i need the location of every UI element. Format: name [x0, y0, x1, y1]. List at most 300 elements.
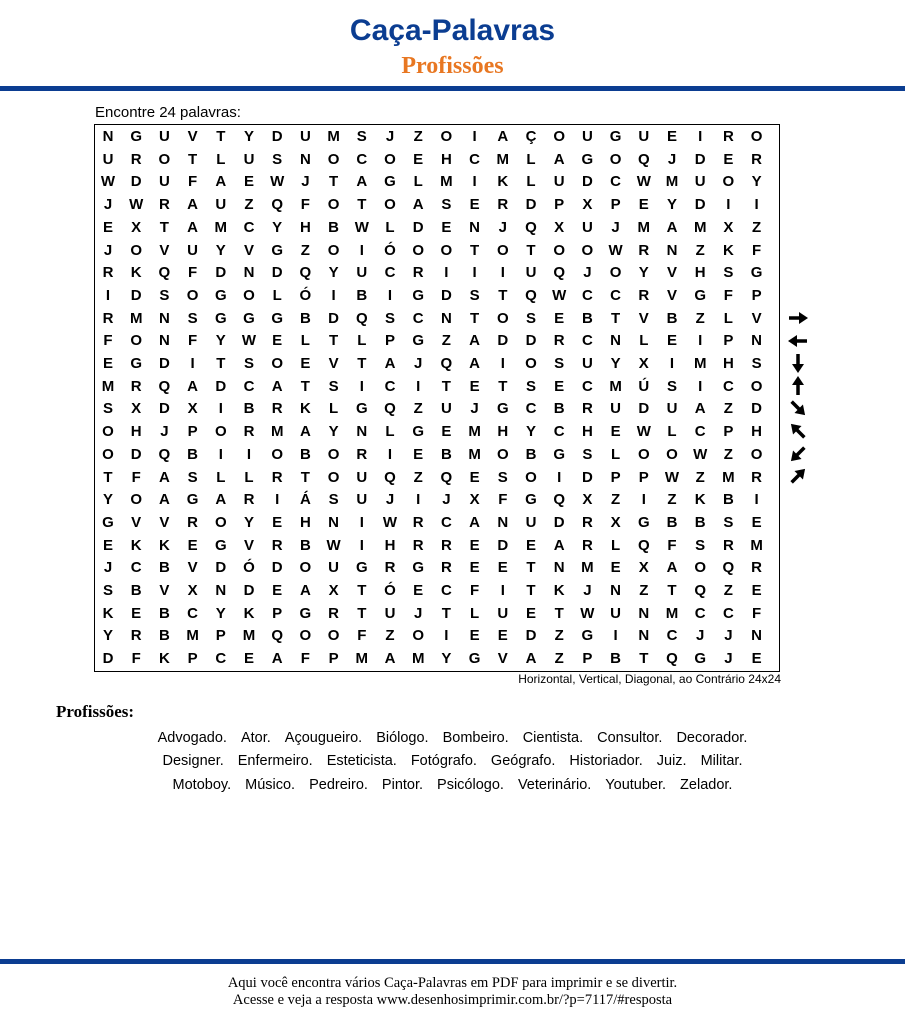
grid-letter: A	[525, 650, 537, 668]
grid-letter: L	[413, 173, 423, 191]
grid-letter: Z	[667, 491, 677, 509]
grid-letter: U	[638, 128, 650, 145]
grid-letter: Q	[158, 445, 171, 463]
grid-letter: N	[102, 128, 114, 145]
grid-letter: L	[667, 423, 677, 441]
grid-letter: S	[751, 355, 762, 372]
grid-letter: D	[130, 286, 142, 304]
header-divider	[0, 86, 905, 91]
grid-letter: I	[472, 128, 477, 145]
arrow-up-icon	[786, 374, 810, 398]
grid-letter: O	[581, 241, 594, 259]
grid-letter: J	[103, 559, 113, 577]
grid-letter: R	[412, 536, 424, 554]
grid-letter: S	[695, 536, 706, 554]
grid-letter: T	[441, 604, 451, 622]
footer-link-text: Acesse e veja a resposta www.desenhosimprimir.com.br/?p=7117/#resposta	[232, 992, 673, 1008]
grid-letter: J	[301, 173, 310, 191]
grid-letter: C	[130, 559, 142, 577]
grid-letter: E	[272, 332, 283, 350]
grid-letter: L	[385, 423, 395, 441]
grid-letter: X	[131, 400, 142, 418]
grid-letter: T	[300, 468, 310, 486]
grid-letter: B	[299, 536, 311, 554]
grid-letter: G	[355, 400, 368, 418]
grid-letter: D	[638, 400, 650, 418]
grid-letter: B	[553, 400, 565, 418]
grid-letter: S	[243, 355, 254, 372]
grid-letter: X	[638, 355, 649, 372]
grid-letter: I	[472, 173, 477, 191]
grid-letter: H	[440, 150, 452, 168]
grid-letter: D	[130, 445, 142, 463]
grid-letter: R	[751, 468, 763, 486]
grid-letter: E	[497, 627, 508, 645]
grid-letter: D	[271, 559, 283, 577]
grid-letter: R	[130, 377, 142, 395]
grid-letter: V	[243, 536, 254, 554]
grid-letter: Ó	[384, 241, 396, 259]
grid-letter: G	[271, 241, 284, 259]
grid-letter: I	[387, 445, 393, 463]
grid-letter: O	[214, 513, 227, 531]
word-item: Açougueiro.	[284, 730, 363, 746]
grid-letter: C	[384, 264, 396, 282]
grid-letter: D	[271, 264, 283, 282]
grid-letter: I	[387, 286, 393, 304]
grid-letter: H	[299, 218, 311, 236]
grid-letter: Á	[299, 491, 311, 509]
grid-letter: T	[329, 332, 339, 350]
grid-letter: D	[497, 536, 509, 554]
grid-letter: E	[300, 355, 311, 372]
grid-letter: R	[751, 559, 763, 577]
grid-letter: W	[382, 513, 398, 531]
arrow-down-left-icon	[786, 442, 810, 466]
grid-letter: J	[696, 627, 705, 645]
grid-letter: J	[611, 218, 620, 236]
grid-letter: W	[129, 196, 144, 214]
grid-letter: J	[498, 218, 507, 236]
grid-letter: Q	[440, 355, 453, 372]
grid-letter: R	[271, 400, 283, 418]
grid-letter: B	[158, 627, 170, 645]
grid-letter: N	[751, 627, 763, 645]
grid-letter: S	[187, 309, 198, 327]
grid-letter: Q	[440, 468, 453, 486]
grid-letter: V	[159, 241, 170, 259]
grid-letter: F	[300, 196, 310, 214]
grid-letter: M	[468, 445, 481, 463]
grid-letter: J	[724, 650, 733, 668]
grid-letter: A	[215, 173, 227, 191]
grid-letter: G	[271, 309, 284, 327]
grid-letter: Z	[695, 468, 705, 486]
grid-letter: W	[693, 445, 708, 463]
grid-letter: M	[750, 536, 763, 554]
grid-letter: G	[694, 286, 707, 304]
grid-letter: O	[327, 196, 340, 214]
grid-letter: T	[357, 604, 367, 622]
grid-letter: S	[525, 309, 536, 327]
word-item: Fotógrafo.	[410, 753, 477, 769]
grid-letter: O	[694, 559, 707, 577]
grid-letter: R	[130, 627, 142, 645]
grid-letter: I	[105, 286, 111, 304]
grid-letter: L	[357, 332, 367, 350]
grid-letter: J	[385, 491, 395, 509]
grid-letter: E	[102, 218, 113, 236]
grid-letter: A	[384, 355, 396, 372]
grid-letter: Q	[553, 264, 566, 282]
grid-letter: J	[667, 150, 677, 168]
grid-letter: Z	[752, 218, 762, 236]
grid-letter: Q	[384, 400, 396, 418]
grid-letter: H	[384, 536, 396, 554]
grid-letter: P	[610, 468, 621, 486]
grid-letter: B	[299, 445, 311, 463]
grid-letter: X	[187, 582, 198, 599]
grid-letter: E	[469, 468, 480, 486]
grid-letter: M	[411, 650, 425, 668]
grid-letter: P	[187, 423, 198, 441]
grid-letter: C	[581, 286, 593, 304]
grid-letter: E	[610, 559, 621, 577]
grid-letter: D	[525, 627, 537, 645]
grid-letter: D	[158, 400, 170, 418]
grid-letter: Q	[637, 536, 650, 554]
grid-letter: R	[722, 128, 734, 145]
grid-letter: R	[638, 241, 650, 259]
grid-letter: S	[525, 377, 536, 395]
grid-letter: F	[300, 650, 310, 668]
grid-letter: G	[412, 332, 425, 350]
grid-letter: P	[328, 650, 339, 668]
arrow-up-left-icon	[786, 419, 810, 443]
grid-letter: M	[101, 377, 115, 395]
grid-letter: M	[693, 218, 707, 236]
grid-letter: R	[412, 264, 424, 282]
grid-letter: S	[272, 150, 283, 168]
grid-letter: I	[218, 445, 223, 463]
grid-letter: D	[694, 196, 706, 214]
grid-letter: N	[158, 332, 170, 350]
grid-letter: F	[131, 468, 141, 486]
grid-letter: S	[723, 264, 734, 282]
grid-letter: B	[158, 604, 170, 622]
grid-letter: C	[694, 423, 706, 441]
grid-letter: Z	[413, 128, 423, 145]
grid-letter: T	[216, 128, 226, 145]
grid-letter: L	[216, 468, 226, 486]
grid-letter: A	[187, 377, 199, 395]
grid-letter: D	[215, 377, 227, 395]
grid-letter: R	[440, 559, 452, 577]
grid-letter: S	[102, 582, 113, 599]
grid-letter: E	[131, 604, 142, 622]
grid-letter: R	[243, 491, 255, 509]
word-item: Militar.	[700, 753, 743, 769]
grid-letter: O	[327, 627, 340, 645]
grid-letter: Z	[413, 400, 423, 418]
grid-letter: F	[470, 582, 480, 599]
grid-letter: O	[553, 241, 566, 259]
grid-letter: Z	[723, 445, 733, 463]
grid-letter: Y	[525, 423, 536, 441]
grid-letter: Y	[102, 627, 113, 645]
grid-letter: I	[359, 513, 364, 531]
grid-letter: C	[581, 332, 593, 350]
grid-letter: T	[639, 650, 649, 668]
grid-letter: E	[469, 627, 480, 645]
grid-letter: O	[496, 241, 509, 259]
grid-letter: O	[271, 445, 284, 463]
grid-letter: Z	[695, 309, 705, 327]
grid-letter: O	[525, 355, 537, 372]
grid-letter: Z	[385, 627, 395, 645]
word-item: Psicólogo.	[437, 777, 504, 793]
grid-letter: M	[129, 309, 143, 327]
grid-letter: A	[299, 423, 311, 441]
grid-letter: R	[581, 536, 593, 554]
grid-letter: U	[158, 173, 170, 191]
grid-letter: S	[666, 377, 677, 395]
word-item: Veterinário.	[517, 777, 592, 793]
grid-letter: L	[244, 468, 254, 486]
grid-letter: A	[553, 536, 565, 554]
grid-letter: G	[186, 491, 199, 509]
grid-letter: E	[469, 196, 480, 214]
grid-letter: F	[188, 173, 198, 191]
grid-letter: O	[750, 128, 763, 145]
grid-letter: M	[270, 423, 284, 441]
grid-letter: A	[271, 377, 283, 395]
grid-letter: E	[469, 536, 480, 554]
grid-letter: E	[102, 355, 113, 372]
grid-letter: C	[722, 604, 734, 622]
grid-letter: I	[754, 491, 759, 509]
grid-letter: Y	[328, 264, 339, 282]
grid-letter: J	[442, 491, 451, 509]
grid-letter: W	[636, 173, 651, 191]
grid-letter: B	[722, 491, 734, 509]
grid-letter: I	[698, 128, 703, 145]
grid-letter: E	[243, 650, 254, 668]
grid-letter: D	[525, 196, 537, 214]
grid-letter: B	[610, 650, 622, 668]
grid-letter: S	[356, 128, 367, 145]
grid-letter: F	[752, 241, 762, 259]
grid-letter: M	[693, 355, 707, 372]
grid-letter: U	[158, 128, 170, 145]
grid-letter: E	[413, 445, 424, 463]
grid-letter: M	[581, 559, 594, 577]
grid-letter: O	[609, 264, 622, 282]
page-subtitle: Profissões	[401, 53, 504, 79]
grid-letter: G	[609, 128, 622, 145]
grid-letter: O	[271, 355, 284, 372]
grid-letter: T	[357, 582, 367, 599]
grid-letter: U	[356, 468, 368, 486]
grid-letter: A	[187, 218, 199, 236]
grid-letter: D	[497, 332, 509, 350]
grid-letter: Z	[441, 332, 451, 350]
grid-letter: Ç	[525, 128, 537, 145]
grid-letter: U	[666, 400, 678, 418]
grid-letter: A	[469, 513, 481, 531]
grid-letter: M	[468, 423, 481, 441]
word-list-row	[60, 777, 845, 793]
grid-letter: C	[525, 400, 537, 418]
grid-letter: K	[102, 604, 114, 622]
grid-letter: O	[327, 468, 340, 486]
arrow-right-icon	[786, 306, 810, 330]
grid-letter: A	[215, 491, 227, 509]
grid-letter: E	[638, 196, 649, 214]
grid-letter: M	[186, 627, 199, 645]
grid-letter: E	[441, 423, 452, 441]
grid-letter: B	[299, 309, 311, 327]
grid-letter: B	[187, 445, 199, 463]
grid-letter: P	[554, 196, 565, 214]
grid-letter: N	[497, 513, 509, 531]
footer-text: Aqui você encontra vários Caça-Palavras em PDF para imprimir e se divertir.	[227, 975, 678, 991]
grid-letter: H	[581, 423, 593, 441]
grid-letter: Q	[525, 286, 537, 304]
grid-letter: O	[130, 241, 143, 259]
grid-letter: W	[580, 604, 595, 622]
grid-letter: C	[722, 377, 734, 395]
grid-letter: R	[130, 150, 142, 168]
grid-letter: J	[470, 400, 479, 418]
grid-letter: I	[500, 582, 505, 599]
grid-letter: E	[441, 218, 452, 236]
grid-letter: V	[666, 286, 677, 304]
grid-letter: F	[103, 332, 113, 350]
grid-letter: X	[582, 196, 593, 214]
grid-letter: I	[726, 196, 731, 214]
grid-letter: M	[440, 173, 453, 191]
grid-letter: R	[581, 400, 593, 418]
grid-letter: S	[328, 491, 339, 509]
grid-letter: H	[299, 513, 311, 531]
grid-letter: Y	[610, 355, 621, 372]
grid-letter: Q	[525, 218, 537, 236]
grid-letter: B	[525, 445, 537, 463]
grid-letter: O	[243, 286, 255, 304]
grid-letter: D	[751, 400, 763, 418]
grid-letter: D	[130, 173, 142, 191]
grid-letter: N	[469, 218, 481, 236]
grid-letter: X	[582, 491, 593, 509]
grid-letter: L	[216, 150, 226, 168]
grid-letter: B	[328, 218, 340, 236]
grid-letter: S	[102, 400, 113, 418]
grid-letter: Y	[751, 173, 762, 191]
grid-letter: C	[243, 218, 255, 236]
grid-letter: V	[497, 650, 508, 668]
grid-letter: U	[610, 400, 622, 418]
grid-letter: U	[299, 128, 311, 145]
grid-letter: Z	[723, 400, 733, 418]
grid-letter: A	[694, 400, 706, 418]
grid-letter: E	[610, 423, 621, 441]
grid-letter: B	[243, 400, 255, 418]
grid-letter: Z	[554, 650, 564, 668]
grid-letter: L	[639, 332, 649, 350]
grid-letter: C	[440, 582, 452, 599]
grid-letter: E	[272, 513, 283, 531]
grid-letter: A	[158, 491, 170, 509]
grid-letter: O	[525, 468, 537, 486]
grid-letter: N	[610, 582, 622, 599]
grid-letter: R	[553, 332, 565, 350]
grid-letter: U	[384, 604, 396, 622]
grid-letter: Ó	[243, 559, 255, 577]
grid-letter: Q	[299, 264, 312, 282]
arrow-up-right-icon	[786, 464, 810, 488]
grid-letter: I	[698, 332, 703, 350]
grid-letter: U	[581, 218, 593, 236]
word-item: Esteticista.	[326, 753, 397, 769]
grid-letter: I	[698, 377, 703, 395]
grid-letter: W	[552, 286, 567, 304]
grid-letter: S	[441, 196, 452, 214]
grid-letter: D	[158, 355, 170, 372]
grid-letter: G	[525, 491, 537, 509]
grid-letter: G	[468, 650, 481, 668]
grid-letter: T	[329, 173, 339, 191]
grid-letter: F	[357, 627, 367, 645]
grid-letter: C	[187, 604, 199, 622]
grid-letter: L	[526, 173, 536, 191]
grid-letter: S	[554, 355, 565, 372]
grid-letter: O	[750, 377, 763, 395]
grid-letter: O	[130, 332, 143, 350]
grid-letter: N	[638, 627, 650, 645]
grid-letter: O	[666, 445, 678, 463]
grid-letter: P	[638, 468, 649, 486]
grid-letter: W	[664, 468, 680, 486]
page-title: Caça-Palavras	[349, 14, 556, 47]
grid-letter: I	[669, 355, 675, 372]
grid-letter: P	[751, 286, 762, 304]
grid-letter: I	[557, 468, 562, 486]
grid-letter: Q	[694, 582, 707, 599]
grid-letter: A	[497, 128, 509, 145]
grid-letter: I	[359, 241, 364, 259]
grid-letter: O	[299, 627, 312, 645]
grid-letter: U	[497, 604, 509, 622]
grid-letter: M	[665, 604, 679, 622]
grid-letter: I	[444, 627, 449, 645]
letter-grid	[94, 124, 780, 672]
grid-letter: Y	[102, 491, 113, 509]
grid-letter: F	[723, 286, 733, 304]
grid-letter: C	[215, 650, 227, 668]
grid-letter: J	[414, 604, 423, 622]
grid-letter: Q	[722, 559, 735, 577]
grid-letter: C	[581, 377, 593, 395]
grid-letter: F	[188, 332, 198, 350]
grid-letter: P	[723, 332, 734, 350]
grid-letter: O	[440, 128, 453, 145]
word-item: Consultor.	[597, 730, 663, 746]
grid-letter: T	[357, 196, 367, 214]
puzzle-caption: Horizontal, Vertical, Diagonal, ao Contrário 24x24	[518, 672, 781, 686]
grid-letter: S	[187, 468, 198, 486]
grid-letter: O	[384, 196, 396, 214]
